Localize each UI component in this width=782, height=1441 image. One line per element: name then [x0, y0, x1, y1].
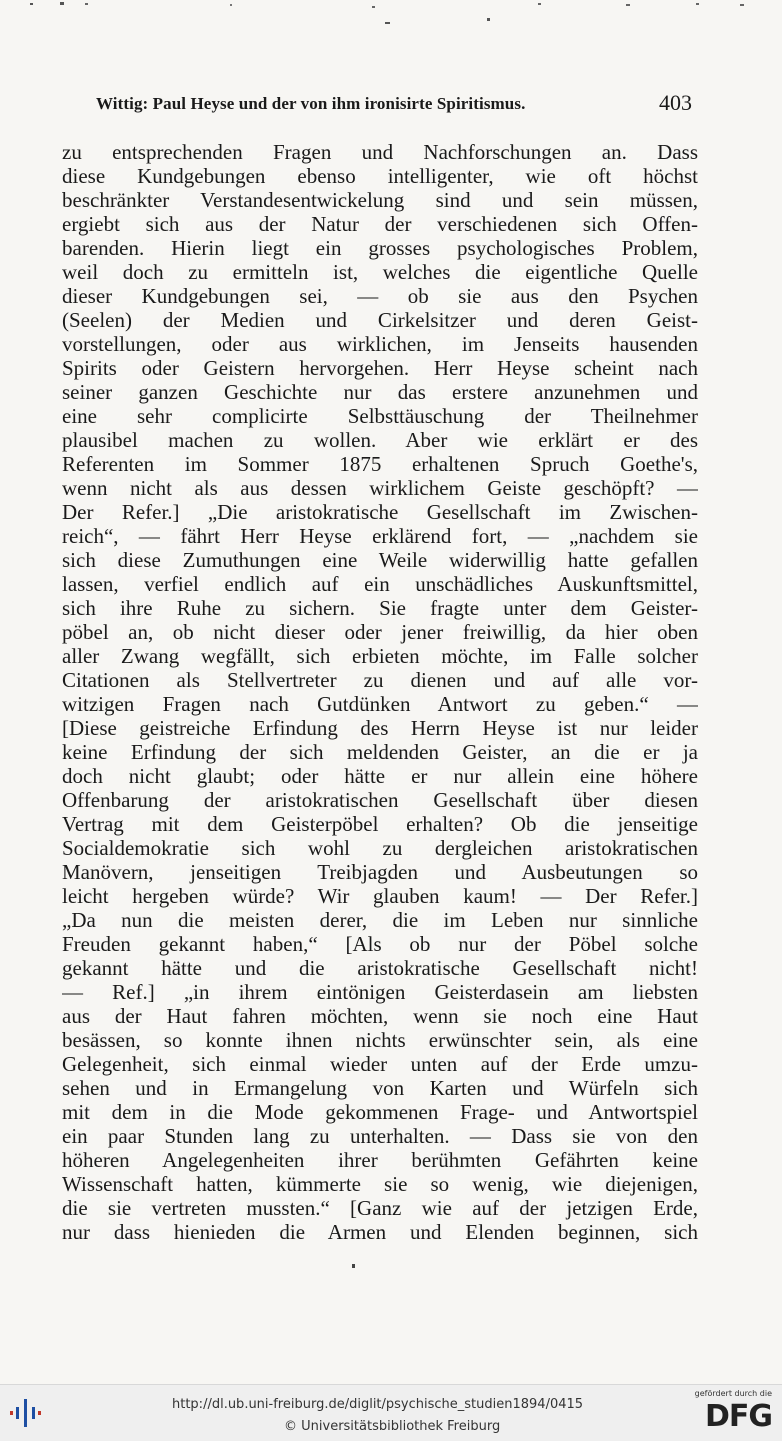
- text-line: keine Erfindung der sich meldenden Geister, an die er ja: [62, 740, 698, 764]
- text-line: sich ihre Ruhe zu sichern. Sie fragte unter dem Geister-: [62, 596, 698, 620]
- text-line: beschränkter Verstandesentwickelung sind und sein müssen,: [62, 188, 698, 212]
- dfg-logo-text: DFG: [704, 1399, 772, 1434]
- text-line: [Diese geistreiche Erfindung des Herrn Heyse ist nur leider: [62, 716, 698, 740]
- text-line: leicht hergeben würde? Wir glauben kaum! — Der Refer.]: [62, 884, 698, 908]
- text-line: eine sehr complicirte Selbsttäuschung der Theilnehmer: [62, 404, 698, 428]
- text-line: „Da nun die meisten derer, die im Leben nur sinnliche: [62, 908, 698, 932]
- text-line: Gelegenheit, sich einmal wieder unten auf der Erde umzu-: [62, 1052, 698, 1076]
- text-line: diese Kundgebungen ebenso intelligenter, wie oft höchst: [62, 164, 698, 188]
- text-line: witzigen Fragen nach Gutdünken Antwort zu geben.“ —: [62, 692, 698, 716]
- dfg-caption: gefördert durch die: [694, 1389, 772, 1398]
- running-title: Wittig: Paul Heyse und der von ihm ironisirte Spiritismus.: [96, 94, 526, 113]
- text-line: lassen, verfiel endlich auf ein unschädliches Auskunftsmittel,: [62, 572, 698, 596]
- text-line: weil doch zu ermitteln ist, welches die eigentliche Quelle: [62, 260, 698, 284]
- text-line: Citationen als Stellvertreter zu dienen und auf alle vor-: [62, 668, 698, 692]
- text-line: aller Zwang wegfällt, sich erbieten möchte, im Falle solcher: [62, 644, 698, 668]
- dfg-logo: [692, 1389, 772, 1439]
- text-line: Vertrag mit dem Geisterpöbel erhalten? Ob die jenseitige: [62, 812, 698, 836]
- text-line: die sie vertreten mussten.“ [Ganz wie auf der jetzigen Erde,: [62, 1196, 698, 1220]
- copyright-notice: © Universitätsbibliothek Freiburg: [284, 1419, 501, 1434]
- text-line: ergiebt sich aus der Natur der verschiedenen sich Offen-: [62, 212, 698, 236]
- text-line: zu entsprechenden Fragen und Nachforschungen an. Dass: [62, 140, 698, 164]
- text-line: gekannt hätte und die aristokratische Gesellschaft nicht!: [62, 956, 698, 980]
- text-line: (Seelen) der Medien und Cirkelsitzer und deren Geist-: [62, 308, 698, 332]
- text-line: aus der Haut fahren möchten, wenn sie noch eine Haut: [62, 1004, 698, 1028]
- text-line: nur dass hienieden die Armen und Elenden beginnen, sich: [62, 1220, 698, 1244]
- text-line: höheren Angelegenheiten ihrer berühmten Gefährten keine: [62, 1148, 698, 1172]
- page-number: 403: [659, 90, 692, 115]
- text-line: Referenten im Sommer 1875 erhaltenen Spruch Goethe's,: [62, 452, 698, 476]
- text-line: sehen und in Ermangelung von Karten und Würfeln sich: [62, 1076, 698, 1100]
- text-line: plausibel machen zu wollen. Aber wie erklärt er des: [62, 428, 698, 452]
- text-line: besässen, so konnte ihnen nichts erwünschter sein, als eine: [62, 1028, 698, 1052]
- text-line: ein paar Stunden lang zu unterhalten. — Dass sie von den: [62, 1124, 698, 1148]
- footer-bar: [0, 1384, 782, 1441]
- text-line: barenden. Hierin liegt ein grosses psychologisches Problem,: [62, 236, 698, 260]
- text-line: dieser Kundgebungen sei, — ob sie aus den Psychen: [62, 284, 698, 308]
- text-line: doch nicht glaubt; oder hätte er nur allein eine höhere: [62, 764, 698, 788]
- text-line: Freuden gekannt haben,“ [Als ob nur der Pöbel solche: [62, 932, 698, 956]
- print-speck: [352, 1264, 355, 1268]
- text-line: wenn nicht als aus dessen wirklichem Geiste geschöpft? —: [62, 476, 698, 500]
- source-url-link[interactable]: http://dl.ub.uni-freiburg.de/diglit/psychische_studien1894/0415: [172, 1397, 584, 1412]
- text-line: Socialdemokratie sich wohl zu dergleichen aristokratischen: [62, 836, 698, 860]
- text-line: vorstellungen, oder aus wirklichen, im Jenseits hausenden: [62, 332, 698, 356]
- body-text: [62, 140, 698, 1244]
- text-line: Offenbarung der aristokratischen Gesellschaft über diesen: [62, 788, 698, 812]
- text-line: — Ref.] „in ihrem eintönigen Geisterdasein am liebsten: [62, 980, 698, 1004]
- text-line: seiner ganzen Geschichte nur das erstere anzunehmen und: [62, 380, 698, 404]
- text-line: Spirits oder Geistern hervorgehen. Herr Heyse scheint nach: [62, 356, 698, 380]
- text-line: reich“, — fährt Herr Heyse erklärend fort, — „nachdem sie: [62, 524, 698, 548]
- running-head: [62, 92, 698, 118]
- text-line: Manövern, jenseitigen Treibjagden und Ausbeutungen so: [62, 860, 698, 884]
- text-line: Der Refer.] „Die aristokratische Gesellschaft im Zwischen-: [62, 500, 698, 524]
- library-logo-icon: [10, 1395, 46, 1431]
- text-line: pöbel an, ob nicht dieser oder jener freiwillig, da hier oben: [62, 620, 698, 644]
- text-line: mit dem in die Mode gekommenen Frage- und Antwortspiel: [62, 1100, 698, 1124]
- text-line: sich diese Zumuthungen eine Weile widerwillig hatte gefallen: [62, 548, 698, 572]
- text-line: Wissenschaft hatten, kümmerte sie so wenig, wie diejenigen,: [62, 1172, 698, 1196]
- scan-edge-specks: [0, 0, 782, 30]
